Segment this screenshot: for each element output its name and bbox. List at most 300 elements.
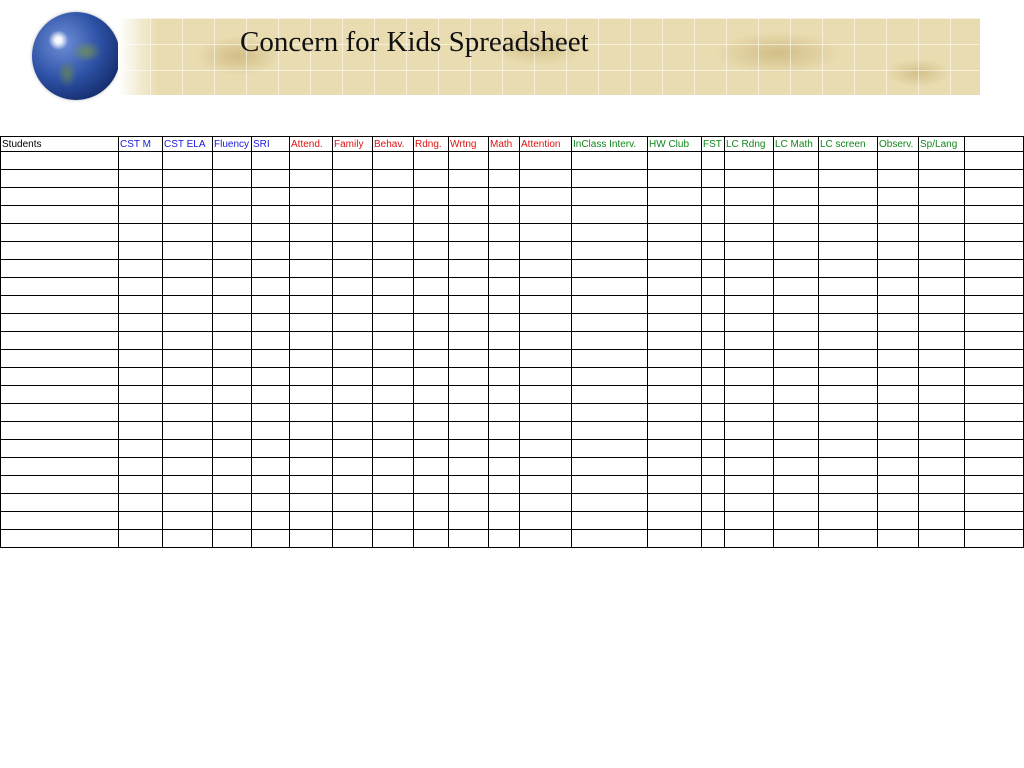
table-cell[interactable] — [919, 152, 965, 170]
table-cell[interactable] — [373, 386, 414, 404]
table-cell[interactable] — [449, 278, 489, 296]
table-cell[interactable] — [572, 350, 648, 368]
table-cell[interactable] — [449, 260, 489, 278]
table-cell[interactable] — [489, 386, 520, 404]
column-header[interactable]: Sp/Lang — [919, 137, 965, 152]
student-name-cell[interactable] — [1, 242, 119, 260]
table-cell[interactable] — [774, 296, 819, 314]
table-cell[interactable] — [819, 476, 878, 494]
table-cell[interactable] — [119, 404, 163, 422]
table-cell[interactable] — [965, 494, 1024, 512]
table-cell[interactable] — [213, 386, 252, 404]
table-cell[interactable] — [965, 278, 1024, 296]
table-cell[interactable] — [725, 332, 774, 350]
table-cell[interactable] — [333, 404, 373, 422]
table-cell[interactable] — [489, 206, 520, 224]
table-cell[interactable] — [373, 224, 414, 242]
table-cell[interactable] — [725, 206, 774, 224]
table-cell[interactable] — [414, 512, 449, 530]
table-cell[interactable] — [333, 278, 373, 296]
table-cell[interactable] — [119, 224, 163, 242]
table-cell[interactable] — [449, 350, 489, 368]
table-cell[interactable] — [213, 530, 252, 548]
table-cell[interactable] — [572, 494, 648, 512]
table-cell[interactable] — [725, 458, 774, 476]
table-cell[interactable] — [819, 368, 878, 386]
table-cell[interactable] — [252, 350, 290, 368]
column-header[interactable]: LC Rdng — [725, 137, 774, 152]
table-cell[interactable] — [252, 224, 290, 242]
table-cell[interactable] — [489, 476, 520, 494]
table-cell[interactable] — [414, 530, 449, 548]
column-header[interactable]: Wrtng — [449, 137, 489, 152]
table-cell[interactable] — [213, 476, 252, 494]
table-cell[interactable] — [119, 494, 163, 512]
table-cell[interactable] — [119, 350, 163, 368]
table-cell[interactable] — [163, 224, 213, 242]
table-cell[interactable] — [163, 332, 213, 350]
table-cell[interactable] — [878, 260, 919, 278]
table-cell[interactable] — [333, 170, 373, 188]
table-cell[interactable] — [163, 152, 213, 170]
table-cell[interactable] — [252, 512, 290, 530]
table-cell[interactable] — [702, 188, 725, 206]
table-cell[interactable] — [449, 332, 489, 350]
table-cell[interactable] — [725, 476, 774, 494]
table-cell[interactable] — [819, 332, 878, 350]
table-cell[interactable] — [333, 188, 373, 206]
table-cell[interactable] — [725, 152, 774, 170]
table-cell[interactable] — [290, 278, 333, 296]
table-cell[interactable] — [489, 314, 520, 332]
table-cell[interactable] — [819, 224, 878, 242]
table-cell[interactable] — [213, 296, 252, 314]
table-cell[interactable] — [333, 206, 373, 224]
table-cell[interactable] — [119, 188, 163, 206]
table-cell[interactable] — [213, 350, 252, 368]
table-cell[interactable] — [373, 242, 414, 260]
table-cell[interactable] — [213, 494, 252, 512]
table-cell[interactable] — [333, 422, 373, 440]
table-cell[interactable] — [520, 242, 572, 260]
table-cell[interactable] — [333, 152, 373, 170]
table-cell[interactable] — [213, 458, 252, 476]
table-cell[interactable] — [489, 512, 520, 530]
table-cell[interactable] — [290, 242, 333, 260]
column-header[interactable]: Math — [489, 137, 520, 152]
table-cell[interactable] — [290, 530, 333, 548]
table-cell[interactable] — [520, 278, 572, 296]
column-header[interactable]: Family — [333, 137, 373, 152]
table-cell[interactable] — [213, 278, 252, 296]
column-header[interactable]: FST — [702, 137, 725, 152]
table-cell[interactable] — [572, 332, 648, 350]
table-cell[interactable] — [648, 278, 702, 296]
table-cell[interactable] — [965, 296, 1024, 314]
table-cell[interactable] — [965, 440, 1024, 458]
table-cell[interactable] — [489, 170, 520, 188]
table-cell[interactable] — [414, 458, 449, 476]
table-cell[interactable] — [119, 458, 163, 476]
table-cell[interactable] — [725, 242, 774, 260]
table-cell[interactable] — [290, 206, 333, 224]
table-cell[interactable] — [449, 224, 489, 242]
table-cell[interactable] — [414, 350, 449, 368]
table-cell[interactable] — [163, 494, 213, 512]
table-cell[interactable] — [520, 170, 572, 188]
table-cell[interactable] — [648, 458, 702, 476]
table-cell[interactable] — [333, 494, 373, 512]
table-cell[interactable] — [373, 188, 414, 206]
table-cell[interactable] — [373, 278, 414, 296]
student-name-cell[interactable] — [1, 314, 119, 332]
table-cell[interactable] — [919, 188, 965, 206]
table-cell[interactable] — [449, 314, 489, 332]
table-cell[interactable] — [725, 260, 774, 278]
table-cell[interactable] — [333, 458, 373, 476]
table-cell[interactable] — [119, 296, 163, 314]
table-cell[interactable] — [414, 170, 449, 188]
table-cell[interactable] — [965, 332, 1024, 350]
table-cell[interactable] — [163, 458, 213, 476]
table-cell[interactable] — [449, 440, 489, 458]
column-header[interactable]: Students — [1, 137, 119, 152]
table-cell[interactable] — [414, 206, 449, 224]
table-cell[interactable] — [373, 494, 414, 512]
table-cell[interactable] — [333, 440, 373, 458]
table-cell[interactable] — [373, 404, 414, 422]
table-cell[interactable] — [819, 350, 878, 368]
table-cell[interactable] — [648, 296, 702, 314]
table-cell[interactable] — [572, 260, 648, 278]
table-cell[interactable] — [213, 188, 252, 206]
table-cell[interactable] — [520, 404, 572, 422]
table-cell[interactable] — [163, 206, 213, 224]
table-cell[interactable] — [414, 224, 449, 242]
table-cell[interactable] — [373, 368, 414, 386]
table-cell[interactable] — [572, 530, 648, 548]
table-cell[interactable] — [333, 296, 373, 314]
table-cell[interactable] — [648, 224, 702, 242]
table-cell[interactable] — [965, 386, 1024, 404]
student-name-cell[interactable] — [1, 350, 119, 368]
table-cell[interactable] — [819, 530, 878, 548]
table-cell[interactable] — [373, 350, 414, 368]
table-cell[interactable] — [252, 404, 290, 422]
table-cell[interactable] — [290, 494, 333, 512]
table-cell[interactable] — [520, 152, 572, 170]
table-cell[interactable] — [489, 368, 520, 386]
table-cell[interactable] — [252, 260, 290, 278]
table-cell[interactable] — [449, 458, 489, 476]
table-cell[interactable] — [725, 368, 774, 386]
table-cell[interactable] — [919, 458, 965, 476]
table-cell[interactable] — [572, 386, 648, 404]
table-cell[interactable] — [774, 512, 819, 530]
table-cell[interactable] — [119, 530, 163, 548]
table-cell[interactable] — [163, 260, 213, 278]
table-cell[interactable] — [489, 404, 520, 422]
table-cell[interactable] — [774, 350, 819, 368]
table-cell[interactable] — [648, 476, 702, 494]
table-cell[interactable] — [290, 404, 333, 422]
table-cell[interactable] — [520, 530, 572, 548]
student-name-cell[interactable] — [1, 530, 119, 548]
table-cell[interactable] — [702, 152, 725, 170]
table-cell[interactable] — [373, 332, 414, 350]
table-cell[interactable] — [414, 152, 449, 170]
table-cell[interactable] — [965, 188, 1024, 206]
student-name-cell[interactable] — [1, 458, 119, 476]
table-cell[interactable] — [702, 260, 725, 278]
table-cell[interactable] — [449, 494, 489, 512]
table-cell[interactable] — [520, 476, 572, 494]
table-cell[interactable] — [878, 332, 919, 350]
table-cell[interactable] — [252, 530, 290, 548]
table-cell[interactable] — [290, 224, 333, 242]
table-cell[interactable] — [520, 188, 572, 206]
table-cell[interactable] — [333, 332, 373, 350]
table-cell[interactable] — [572, 422, 648, 440]
table-cell[interactable] — [702, 332, 725, 350]
table-cell[interactable] — [702, 206, 725, 224]
table-cell[interactable] — [119, 422, 163, 440]
table-cell[interactable] — [819, 170, 878, 188]
table-cell[interactable] — [489, 242, 520, 260]
table-cell[interactable] — [572, 512, 648, 530]
table-cell[interactable] — [919, 368, 965, 386]
table-cell[interactable] — [702, 422, 725, 440]
table-cell[interactable] — [819, 260, 878, 278]
table-cell[interactable] — [965, 512, 1024, 530]
table-cell[interactable] — [290, 422, 333, 440]
table-cell[interactable] — [878, 530, 919, 548]
table-cell[interactable] — [163, 170, 213, 188]
table-cell[interactable] — [878, 170, 919, 188]
table-cell[interactable] — [819, 188, 878, 206]
table-cell[interactable] — [648, 170, 702, 188]
table-cell[interactable] — [878, 350, 919, 368]
table-cell[interactable] — [774, 188, 819, 206]
table-cell[interactable] — [919, 332, 965, 350]
table-cell[interactable] — [520, 296, 572, 314]
table-cell[interactable] — [520, 314, 572, 332]
table-cell[interactable] — [702, 368, 725, 386]
table-cell[interactable] — [965, 422, 1024, 440]
student-name-cell[interactable] — [1, 332, 119, 350]
table-cell[interactable] — [414, 278, 449, 296]
table-cell[interactable] — [774, 422, 819, 440]
table-cell[interactable] — [119, 170, 163, 188]
table-cell[interactable] — [878, 242, 919, 260]
table-cell[interactable] — [520, 260, 572, 278]
table-cell[interactable] — [520, 206, 572, 224]
table-cell[interactable] — [774, 242, 819, 260]
table-cell[interactable] — [774, 170, 819, 188]
table-cell[interactable] — [878, 368, 919, 386]
table-cell[interactable] — [648, 206, 702, 224]
table-cell[interactable] — [819, 386, 878, 404]
column-header[interactable]: LC Math — [774, 137, 819, 152]
table-cell[interactable] — [520, 512, 572, 530]
table-cell[interactable] — [648, 260, 702, 278]
table-cell[interactable] — [119, 278, 163, 296]
table-cell[interactable] — [965, 368, 1024, 386]
table-cell[interactable] — [774, 404, 819, 422]
table-cell[interactable] — [414, 494, 449, 512]
student-name-cell[interactable] — [1, 440, 119, 458]
table-cell[interactable] — [449, 206, 489, 224]
table-cell[interactable] — [290, 170, 333, 188]
table-cell[interactable] — [725, 494, 774, 512]
student-name-cell[interactable] — [1, 296, 119, 314]
table-cell[interactable] — [520, 494, 572, 512]
table-cell[interactable] — [919, 530, 965, 548]
table-cell[interactable] — [919, 476, 965, 494]
table-cell[interactable] — [919, 206, 965, 224]
student-name-cell[interactable] — [1, 368, 119, 386]
table-cell[interactable] — [572, 368, 648, 386]
table-cell[interactable] — [725, 224, 774, 242]
table-cell[interactable] — [774, 224, 819, 242]
table-cell[interactable] — [774, 440, 819, 458]
table-cell[interactable] — [878, 206, 919, 224]
table-cell[interactable] — [414, 404, 449, 422]
table-cell[interactable] — [572, 404, 648, 422]
table-cell[interactable] — [774, 314, 819, 332]
table-cell[interactable] — [252, 314, 290, 332]
table-cell[interactable] — [489, 530, 520, 548]
table-cell[interactable] — [213, 314, 252, 332]
table-cell[interactable] — [819, 422, 878, 440]
table-cell[interactable] — [774, 458, 819, 476]
table-cell[interactable] — [702, 314, 725, 332]
table-cell[interactable] — [919, 350, 965, 368]
table-cell[interactable] — [702, 278, 725, 296]
table-cell[interactable] — [290, 152, 333, 170]
table-cell[interactable] — [702, 530, 725, 548]
student-name-cell[interactable] — [1, 188, 119, 206]
table-cell[interactable] — [878, 278, 919, 296]
table-cell[interactable] — [648, 440, 702, 458]
table-cell[interactable] — [449, 170, 489, 188]
table-cell[interactable] — [819, 494, 878, 512]
table-cell[interactable] — [702, 494, 725, 512]
table-cell[interactable] — [965, 242, 1024, 260]
table-cell[interactable] — [648, 188, 702, 206]
table-cell[interactable] — [119, 440, 163, 458]
table-cell[interactable] — [878, 386, 919, 404]
table-cell[interactable] — [702, 350, 725, 368]
table-cell[interactable] — [414, 314, 449, 332]
table-cell[interactable] — [414, 440, 449, 458]
table-cell[interactable] — [290, 296, 333, 314]
table-cell[interactable] — [819, 458, 878, 476]
table-cell[interactable] — [252, 206, 290, 224]
table-cell[interactable] — [520, 440, 572, 458]
table-cell[interactable] — [373, 314, 414, 332]
table-cell[interactable] — [774, 530, 819, 548]
table-cell[interactable] — [919, 386, 965, 404]
table-cell[interactable] — [449, 476, 489, 494]
table-cell[interactable] — [702, 440, 725, 458]
table-cell[interactable] — [449, 386, 489, 404]
table-cell[interactable] — [878, 188, 919, 206]
table-cell[interactable] — [252, 332, 290, 350]
table-cell[interactable] — [449, 530, 489, 548]
table-cell[interactable] — [333, 368, 373, 386]
column-header[interactable]: Observ. — [878, 137, 919, 152]
column-header[interactable]: InClass Interv. — [572, 137, 648, 152]
table-cell[interactable] — [819, 296, 878, 314]
table-cell[interactable] — [333, 314, 373, 332]
table-cell[interactable] — [819, 278, 878, 296]
table-cell[interactable] — [489, 296, 520, 314]
table-cell[interactable] — [119, 152, 163, 170]
table-cell[interactable] — [725, 170, 774, 188]
table-cell[interactable] — [919, 170, 965, 188]
table-cell[interactable] — [878, 296, 919, 314]
table-cell[interactable] — [572, 170, 648, 188]
table-cell[interactable] — [520, 458, 572, 476]
table-cell[interactable] — [965, 350, 1024, 368]
table-cell[interactable] — [774, 476, 819, 494]
table-cell[interactable] — [333, 260, 373, 278]
table-cell[interactable] — [119, 476, 163, 494]
table-cell[interactable] — [919, 278, 965, 296]
table-cell[interactable] — [290, 260, 333, 278]
table-cell[interactable] — [373, 296, 414, 314]
student-name-cell[interactable] — [1, 170, 119, 188]
table-cell[interactable] — [878, 404, 919, 422]
table-cell[interactable] — [373, 476, 414, 494]
table-cell[interactable] — [520, 224, 572, 242]
student-name-cell[interactable] — [1, 476, 119, 494]
table-cell[interactable] — [449, 404, 489, 422]
table-cell[interactable] — [373, 260, 414, 278]
table-cell[interactable] — [725, 404, 774, 422]
table-cell[interactable] — [290, 512, 333, 530]
table-cell[interactable] — [449, 296, 489, 314]
table-cell[interactable] — [572, 314, 648, 332]
table-cell[interactable] — [965, 152, 1024, 170]
table-cell[interactable] — [774, 494, 819, 512]
table-cell[interactable] — [252, 278, 290, 296]
table-cell[interactable] — [290, 440, 333, 458]
table-cell[interactable] — [648, 350, 702, 368]
table-cell[interactable] — [725, 350, 774, 368]
table-cell[interactable] — [414, 386, 449, 404]
table-cell[interactable] — [252, 476, 290, 494]
table-cell[interactable] — [373, 530, 414, 548]
table-cell[interactable] — [333, 530, 373, 548]
column-header[interactable] — [965, 137, 1024, 152]
table-cell[interactable] — [119, 332, 163, 350]
table-cell[interactable] — [290, 476, 333, 494]
table-cell[interactable] — [572, 278, 648, 296]
student-name-cell[interactable] — [1, 278, 119, 296]
table-cell[interactable] — [725, 512, 774, 530]
table-cell[interactable] — [373, 458, 414, 476]
table-cell[interactable] — [725, 386, 774, 404]
table-cell[interactable] — [163, 440, 213, 458]
table-cell[interactable] — [919, 224, 965, 242]
table-cell[interactable] — [163, 350, 213, 368]
table-cell[interactable] — [119, 512, 163, 530]
table-cell[interactable] — [774, 260, 819, 278]
table-cell[interactable] — [414, 188, 449, 206]
table-cell[interactable] — [878, 152, 919, 170]
